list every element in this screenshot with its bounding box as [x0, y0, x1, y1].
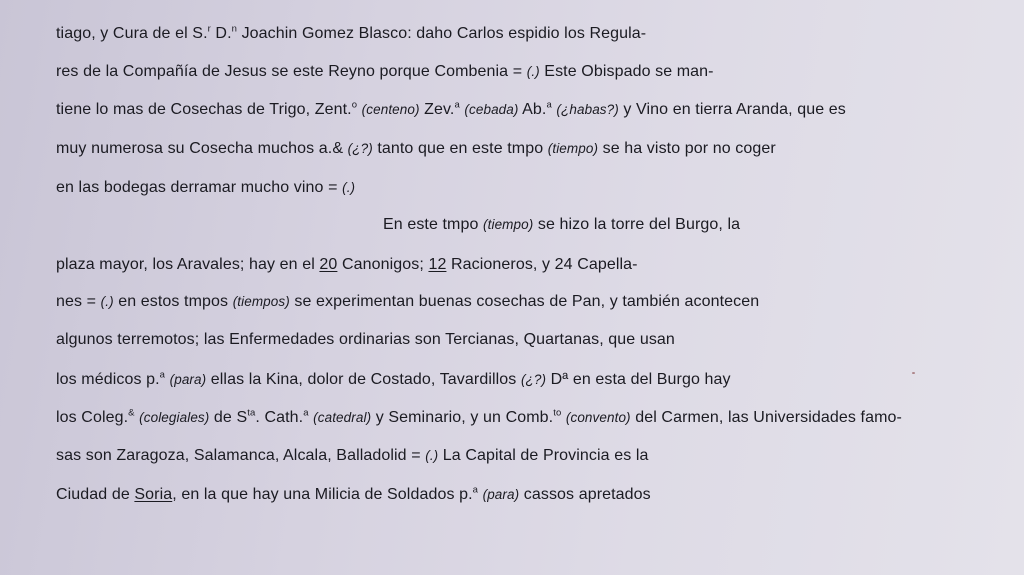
text-run: Zev. [419, 101, 455, 118]
text-run: plaza mayor, los Aravales; hay en el [56, 256, 320, 273]
text-line-13 [56, 485, 651, 505]
text-run: Ciudad de [56, 486, 135, 503]
superscript-abbrev: n [231, 23, 238, 35]
editorial-note: (centeno) [361, 102, 420, 117]
editorial-note: (¿?) [347, 141, 373, 156]
superscript-abbrev: o [351, 99, 358, 111]
text-run: en las bodegas derramar mucho vino = [56, 179, 343, 196]
editorial-note: (colegiales) [139, 410, 210, 425]
editorial-note: (.) [526, 64, 540, 79]
text-line-9 [56, 330, 675, 350]
text-run: Joachin Gomez Blasco: daho Carlos espidio los Regula- [237, 25, 647, 42]
text-line-8 [56, 292, 759, 312]
superscript-abbrev: a [546, 99, 552, 111]
editorial-note: (cebada) [464, 102, 519, 117]
text-run: tiene lo mas de Cosechas de Trigo, Zent. [56, 101, 352, 118]
text-run: Racioneros, y 24 Capella- [446, 256, 638, 273]
text-line-5 [56, 178, 355, 198]
editorial-note: (tiempos) [232, 294, 290, 309]
editorial-note: (.) [425, 448, 439, 463]
text-run: tanto que en este tmpo [372, 140, 548, 157]
superscript-abbrev: a [303, 407, 309, 419]
text-run: los Coleg. [56, 409, 129, 426]
editorial-note: (.) [100, 294, 114, 309]
text-run: tiago, y Cura de el S. [56, 25, 208, 42]
underlined-text: Soria [134, 486, 173, 503]
underlined-text: 12 [428, 256, 447, 273]
superscript-abbrev: ta [247, 407, 256, 419]
text-line-10 [56, 370, 731, 390]
text-run: , en la que hay una Milicia de Soldados p. [172, 486, 473, 503]
text-run: y Seminario, y un Comb. [371, 409, 554, 426]
text-run: Canonigos; [337, 256, 429, 273]
editorial-note: (¿habas?) [556, 102, 619, 117]
text-run: se experimentan buenas cosechas de Pan, y también acontecen [289, 293, 760, 310]
editorial-note: (tiempo) [547, 141, 599, 156]
text-line-11 [56, 408, 902, 428]
editorial-note: (para) [169, 372, 207, 387]
paper-speck [912, 372, 915, 374]
superscript-abbrev: a [159, 369, 166, 381]
text-run: los médicos p. [56, 371, 160, 388]
text-run: D. [210, 25, 232, 42]
superscript-abbrev: r [207, 23, 211, 35]
text-run: muy numerosa su Cosecha muchos a.& [56, 140, 348, 157]
text-run: sas son Zaragoza, Salamanca, Alcala, Balladolid = [56, 447, 426, 464]
text-run: y Vino en tierra Aranda, que es [618, 101, 846, 118]
text-run: Ab. [518, 101, 547, 118]
text-run: Este Obispado se man- [539, 63, 714, 80]
editorial-note: (¿?) [520, 372, 547, 387]
text-run: res de la Compañía de Jesus se este Reyno porque Combenia = [56, 63, 527, 80]
superscript-abbrev: a [472, 484, 479, 496]
text-run: algunos terremotos; las Enfermedades ordinarias son Tercianas, Quartanas, que usan [56, 331, 675, 348]
text-run: cassos apretados [519, 486, 651, 503]
text-run: nes = [56, 293, 101, 310]
text-run: La Capital de Provincia es la [438, 447, 649, 464]
text-run: del Carmen, las Universidades famo- [630, 409, 902, 426]
text-line-3 [56, 100, 846, 120]
text-run: ellas la Kina, dolor de Costado, Tavardillos [206, 371, 521, 388]
editorial-note: (convento) [565, 410, 631, 425]
text-line-2 [56, 62, 714, 82]
editorial-note: (catedral) [313, 410, 372, 425]
text-run: de S [209, 409, 248, 426]
superscript-abbrev: to [553, 407, 562, 419]
text-run: en estos tmpos [113, 293, 233, 310]
text-run: se ha visto por no coger [598, 140, 776, 157]
text-line-7 [56, 255, 638, 275]
text-run: Dª en esta del Burgo hay [546, 371, 731, 388]
text-line-6 [383, 215, 740, 235]
editorial-note: (.) [342, 180, 356, 195]
text-line-12 [56, 446, 649, 466]
text-line-4 [56, 139, 776, 159]
superscript-abbrev: & [128, 407, 135, 419]
underlined-text: 20 [319, 256, 338, 273]
superscript-abbrev: a [454, 99, 460, 111]
text-run: . Cath. [255, 409, 304, 426]
editorial-note: (para) [482, 487, 520, 502]
text-line-1 [56, 24, 646, 44]
editorial-note: (tiempo) [483, 217, 534, 232]
text-run: En este tmpo [383, 216, 484, 233]
text-run: se hizo la torre del Burgo, la [533, 216, 741, 233]
